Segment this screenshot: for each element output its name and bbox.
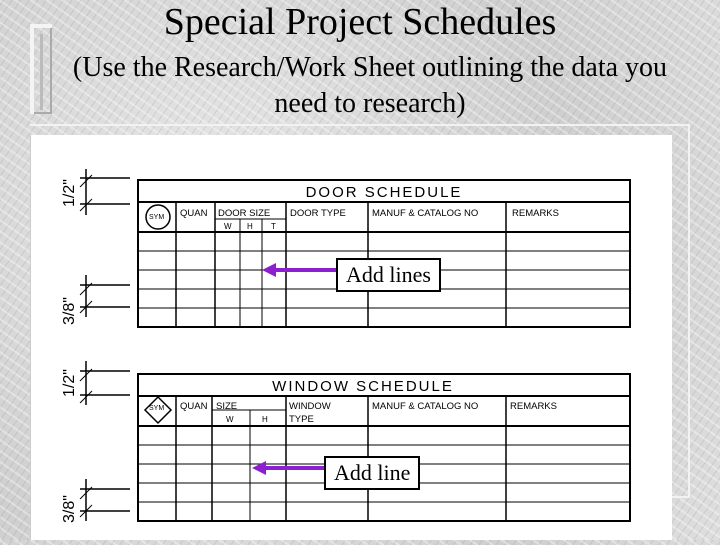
door-col-quan: QUAN xyxy=(180,208,208,219)
window-col-quan: QUAN xyxy=(180,401,208,412)
callout-add-lines: Add lines xyxy=(336,258,441,292)
dim-label-3-8-top: 3/8" xyxy=(61,297,78,325)
callout-add-line: Add line xyxy=(324,456,420,490)
door-col-manuf: MANUF & CATALOG NO xyxy=(372,208,479,219)
window-sub-w: W xyxy=(226,415,234,424)
window-col-window: WINDOW xyxy=(289,401,331,412)
window-sub-h: H xyxy=(262,415,268,424)
decorative-bracket-inner xyxy=(40,34,53,110)
arrow-add-lines xyxy=(262,263,338,277)
dim-label-half-bottom: 1/2" xyxy=(61,369,78,397)
door-schedule-title: DOOR SCHEDULE xyxy=(305,184,463,201)
window-col-size: SIZE xyxy=(216,401,238,412)
door-sub-t: T xyxy=(271,222,276,231)
door-col-size: DOOR SIZE xyxy=(218,208,271,219)
window-col-remarks: REMARKS xyxy=(510,401,557,412)
door-col-type: DOOR TYPE xyxy=(290,208,346,219)
slide-title: Special Project Schedules xyxy=(163,1,557,43)
slide-subtitle: (Use the Research/Work Sheet outlining the data you need to research) xyxy=(72,52,668,119)
dim-label-half-top: 1/2" xyxy=(61,179,78,207)
door-col-sym: SYM xyxy=(149,214,165,221)
window-col-sym: SYM xyxy=(149,405,165,412)
door-col-remarks: REMARKS xyxy=(512,208,559,219)
arrow-add-line xyxy=(252,461,326,475)
dim-label-3-8-bottom: 3/8" xyxy=(61,495,78,523)
window-schedule-title: WINDOW SCHEDULE xyxy=(272,378,454,395)
door-sub-h: H xyxy=(247,222,253,231)
window-col-type: TYPE xyxy=(289,414,314,425)
door-sub-w: W xyxy=(224,222,232,231)
window-col-manuf: MANUF & CATALOG NO xyxy=(372,401,479,412)
